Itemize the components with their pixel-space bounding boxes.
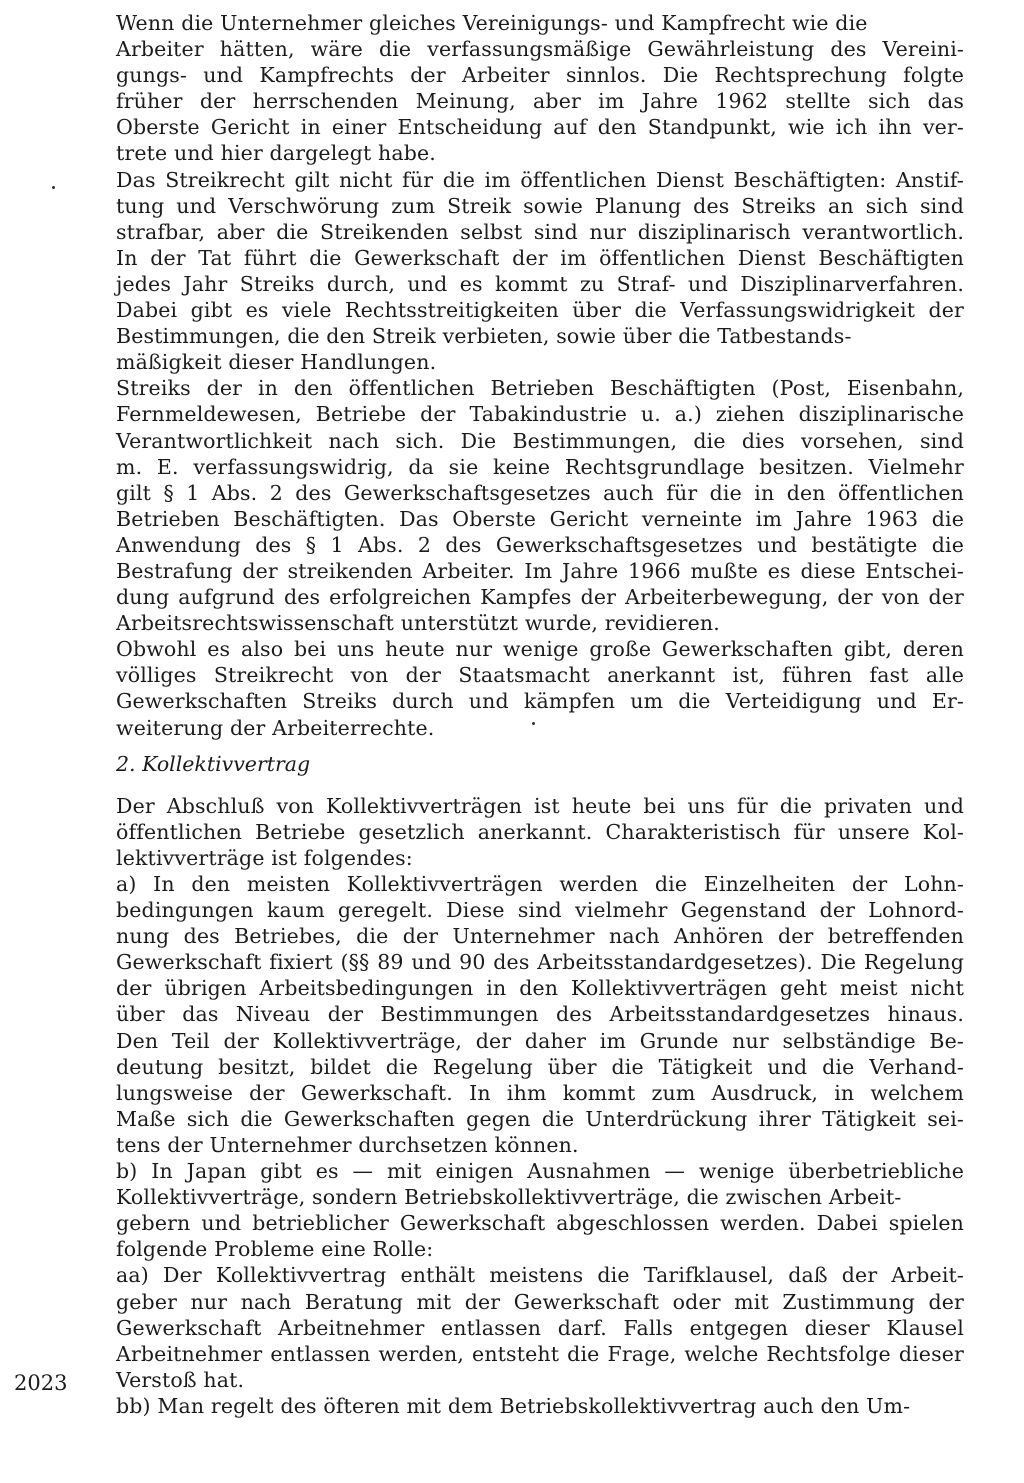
text-line: jedes Jahr Streiks durch, und es kommt zu Straf- und Disziplinarverfahren. — [116, 271, 964, 296]
text-line: folgende Probleme eine Rolle: — [116, 1237, 434, 1262]
paragraph-2 — [116, 167, 964, 376]
text-line: b) In Japan gibt es — mit einigen Ausnahmen — wenige überbetriebliche — [116, 1159, 964, 1184]
text-line: Der Abschluß von Kollektivverträgen ist heute bei uns für die privaten und — [116, 793, 964, 818]
text-line: a) In den meisten Kollektivverträgen werden die Einzelheiten der Lohn- — [116, 872, 964, 896]
text-line: dung aufgrund des erfolgreichen Kampfes der Arbeiterbewegung, der von der — [116, 585, 964, 610]
text-line: nung des Betriebes, die der Unternehmer nach Anhören der betreffenden — [116, 924, 964, 949]
text-line: Gewerkschaft Arbeitnehmer entlassen darf. Falls entgegen dieser Klausel — [116, 1315, 964, 1340]
text-line: Arbeitsrechtswissenschaft unterstützt wurde, revidieren. — [116, 611, 720, 636]
scan-speck — [52, 186, 55, 189]
text-line: Den Teil der Kollektivverträge, der daher im Grunde nur selbständige Be- — [116, 1028, 964, 1053]
text-line: früher der herrschenden Meinung, aber im Jahre 1962 stellte sich das — [116, 89, 964, 114]
text-line: lektivverträge ist folgendes: — [116, 845, 413, 870]
text-line: völliges Streikrecht von der Staatsmacht anerkannt ist, führen fast alle — [116, 663, 964, 688]
list-item-bb — [116, 1393, 964, 1419]
text-line: Fernmeldewesen, Betriebe der Tabakindustrie u. a.) ziehen disziplinarische — [116, 402, 964, 427]
text-line: weiterung der Arbeiterrechte. — [116, 715, 435, 740]
text-line: Das Streikrecht gilt nicht für die im öffentlichen Dienst Beschäftigten: Anstif- — [116, 167, 964, 192]
text-line: Verstoß hat. — [116, 1367, 245, 1392]
text-line: tens der Unternehmer durchsetzen können. — [116, 1132, 579, 1157]
text-line: der übrigen Arbeitsbedingungen in den Kollektivverträgen geht meist nicht — [116, 976, 964, 1001]
text-line: geber nur nach Beratung mit der Gewerkschaft oder mit Zustimmung der — [116, 1289, 964, 1314]
text-line: Arbeitnehmer entlassen werden, entsteht die Frage, welche Rechtsfolge dieser — [116, 1341, 964, 1366]
text-line: trete und hier dargelegt habe. — [116, 141, 436, 166]
text-line: Wenn die Unternehmer gleiches Vereinigungs- und Kampfrecht wie die — [116, 11, 868, 35]
text-line: Dabei gibt es viele Rechtsstreitigkeiten über die Verfassungswidrigkeit der — [116, 298, 964, 323]
paragraph-1 — [116, 10, 964, 167]
text-line: über das Niveau der Bestimmungen des Arbeitsstandardgesetzes hinaus. — [116, 1002, 964, 1027]
text-line: öffentlichen Betriebe gesetzlich anerkannt. Charakteristisch für unsere Kol- — [116, 819, 964, 844]
section-heading: 2. Kollektivvertrag — [116, 751, 311, 776]
text-line: In der Tat führt die Gewerkschaft der im öffentlichen Dienst Beschäftigten — [116, 245, 964, 270]
text-line: Obwohl es also bei uns heute nur wenige große Gewerkschaften gibt, deren — [116, 637, 964, 662]
text-line: Maße sich die Gewerkschaften gegen die Unterdrückung ihrer Tätigkeit sei- — [116, 1106, 964, 1131]
text-line: m. E. verfassungswidrig, da sie keine Rechtsgrundlage besitzen. Vielmehr — [116, 454, 964, 479]
text-line: strafbar, aber die Streikenden selbst sind nur disziplinarisch verantwortlich. — [116, 219, 964, 244]
paragraph-4 — [116, 636, 964, 740]
text-line: bedingungen kaum geregelt. Diese sind vielmehr Gegenstand der Lohnord- — [116, 898, 964, 923]
list-item-a — [116, 871, 964, 1158]
page-text — [116, 10, 964, 1419]
text-line: Streiks der in den öffentlichen Betrieben Beschäftigten (Post, Eisenbahn, — [116, 376, 964, 401]
list-item-aa — [116, 1262, 964, 1392]
text-line: mäßigkeit dieser Handlungen. — [116, 350, 437, 375]
text-line: Arbeiter hätten, wäre die verfassungsmäßige Gewährleistung des Vereini- — [116, 37, 964, 62]
text-line: deutung besitzt, bildet die Regelung über die Tätigkeit und die Verhand- — [116, 1054, 964, 1079]
text-line: gungs- und Kampfrechts der Arbeiter sinnlos. Die Rechtsprechung folgte — [116, 63, 964, 88]
paragraph-3 — [116, 375, 964, 636]
list-item-b — [116, 1158, 964, 1262]
scan-speck — [532, 722, 535, 725]
text-line: Bestrafung der streikenden Arbeiter. Im Jahre 1966 mußte es diese Entschei- — [116, 558, 964, 583]
text-line: aa) Der Kollektivvertrag enthält meistens die Tarifklausel, daß der Arbeit- — [116, 1263, 964, 1288]
page-number: 2023 — [14, 1371, 68, 1395]
text-line: Anwendung des § 1 Abs. 2 des Gewerkschaftsgesetzes und bestätigte die — [116, 532, 964, 557]
text-line: gilt § 1 Abs. 2 des Gewerkschaftsgesetzes auch für die in den öffentlichen — [116, 480, 964, 505]
paragraph-5 — [116, 793, 964, 871]
text-line: Kollektivverträge, sondern Betriebskollektivverträge, die zwischen Arbeit- — [116, 1185, 902, 1210]
text-line: Gewerkschaft fixiert (§§ 89 und 90 des Arbeitsstandardgesetzes). Die Regelung — [116, 950, 964, 975]
text-line: Oberste Gericht in einer Entscheidung auf den Standpunkt, wie ich ihn ver- — [116, 115, 964, 140]
text-line: bb) Man regelt des öfteren mit dem Betriebskollektivvertrag auch den Um- — [116, 1393, 911, 1418]
text-line: Gewerkschaften Streiks durch und kämpfen um die Verteidigung und Er- — [116, 689, 964, 714]
text-line: Betrieben Beschäftigten. Das Oberste Gericht verneinte im Jahre 1963 die — [116, 506, 964, 531]
text-line: Verantwortlichkeit nach sich. Die Bestimmungen, die dies vorsehen, sind — [116, 428, 964, 453]
text-line: gebern und betrieblicher Gewerkschaft abgeschlossen werden. Dabei spielen — [116, 1211, 964, 1236]
text-line: lungsweise der Gewerkschaft. In ihm kommt zum Ausdruck, in welchem — [116, 1080, 964, 1105]
text-line: tung und Verschwörung zum Streik sowie Planung des Streiks an sich sind — [116, 193, 964, 218]
text-line: Bestimmungen, die den Streik verbieten, sowie über die Tatbestands- — [116, 324, 852, 349]
